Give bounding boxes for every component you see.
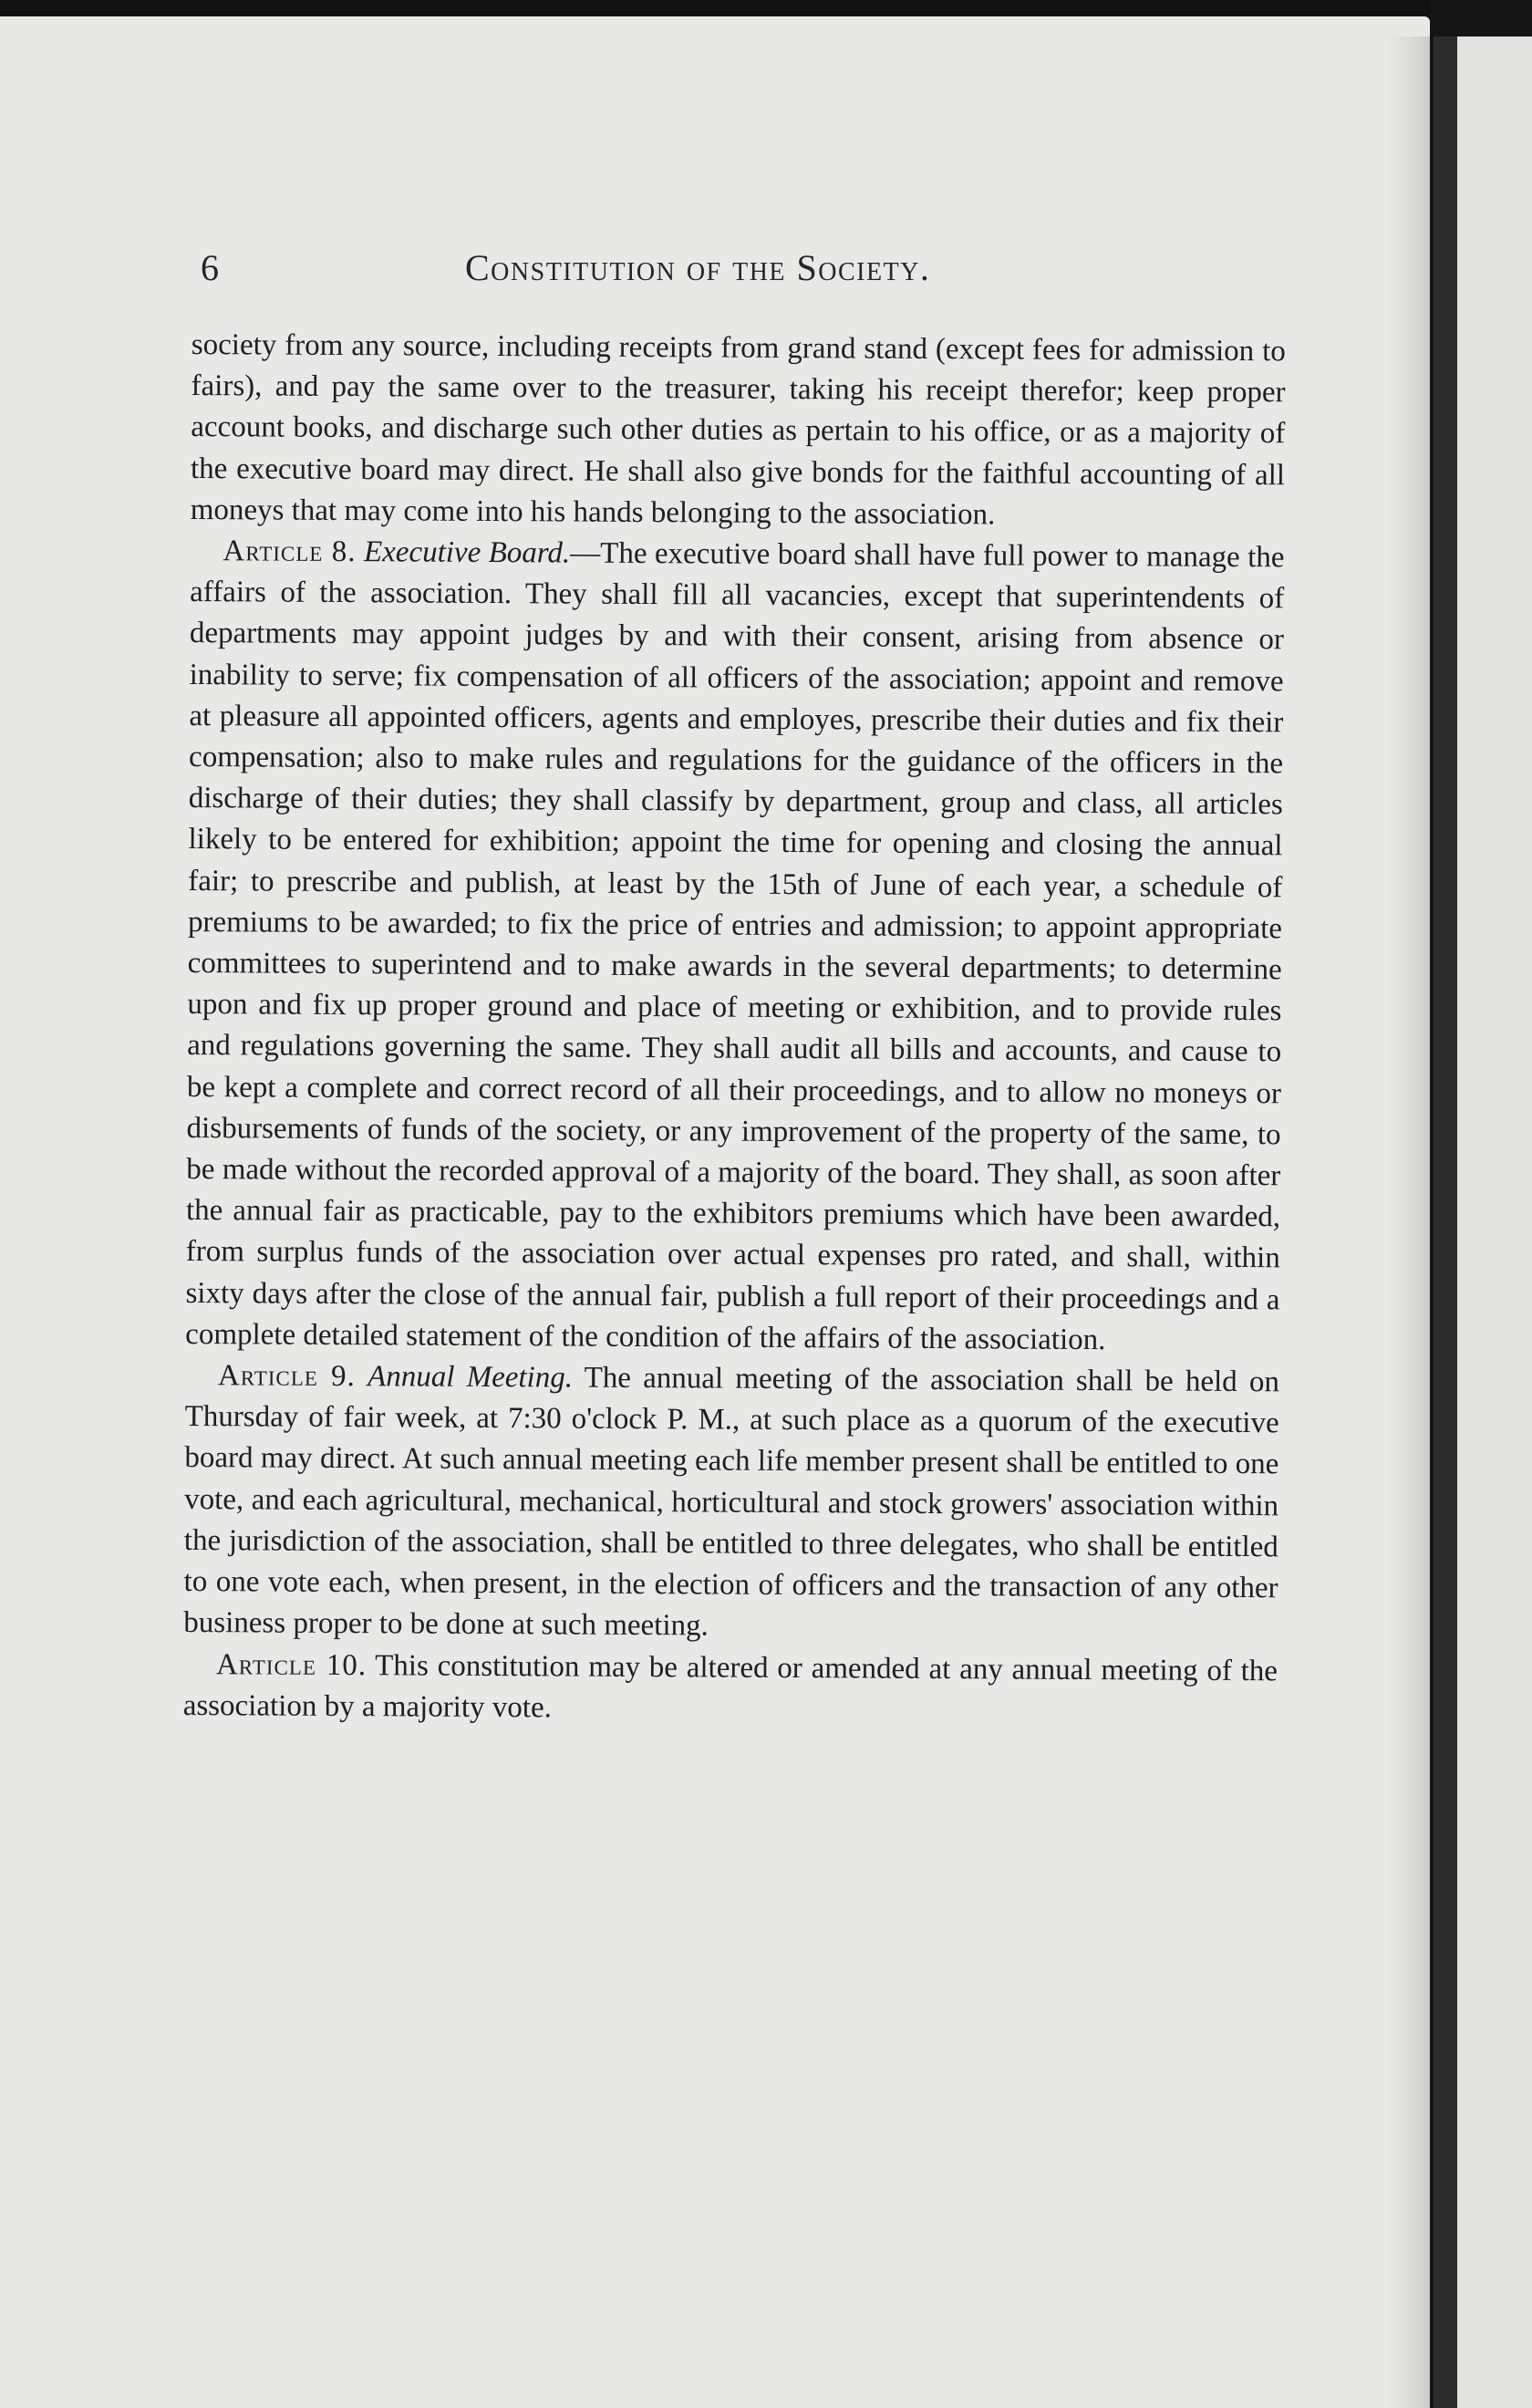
adjacent-page-edge [1457,36,1532,2408]
article-8-text: The executive board shall have full power to manage the affairs of the association. They shall fill all vacancies, except that superintendents of departments may appoint judges by and with their consent, arising from absence or inability to serve; fix compensation of all officers of the association; appoint and remove at pleasure all appointed officers, agents and employes, prescribe their duties and fix their compensation; also to make rules and regulations for the guidance of the officers in the discharge of their duties; they shall classify by department, group and class, all articles likely to be entered for exhibition; appoint the time for opening and closing the annual fair; to prescribe and publish, at least by the 15th of June of each year, a schedule of premiums to be awarded; to fix the price of entries and admission; to appoint appropriate committees to superintend and to make awards in the several departments; to determine upon and fix up proper ground and place of meeting or exhibition, and to provide rules and regulations governing the same. They shall audit all bills and accounts, and cause to be kept a complete and correct record of all their proceedings, and to allow no moneys or disbursements of funds of the society, or any improvement of the property of the same, to be made without the recorded approval of a majority of the board. They shall, as soon after the annual fair as practicable, pay to the exhibitors premiums which have been awarded, from surplus funds of the association over actual expenses pro rated, and shall, within sixty days after the close of the annual fair, publish a full report of their proceedings and a complete detailed statement of the condition of the affairs of the association. [185,536,1285,1357]
page-header [201,246,1286,301]
running-title: Constitution of the Society. [465,247,931,288]
article-9-label: Article 9. [217,1359,356,1394]
article-8-paragraph [185,531,1285,1362]
article-9-text: The annual meeting of the association shall be held on Thursday of fair week, at 7:30 o'clock P. M., at such place as a quorum of the executive board may direct. At such annual meeting each life member present shall be entitled to one vote, and each agricultural, mechanical, horticultural and stock growers' association within the jurisdiction of the association, shall be entitled to three delegates, who shall be entitled to one vote each, when present, in the election of officers and the transaction of any other business proper to be done at such meeting. [183,1361,1280,1643]
article-9-title: Annual Meeting. [367,1360,574,1395]
page-fold-shadow [1386,36,1430,2408]
article-10-text: This constitution may be altered or amended at any annual meeting of the association by a majority vote. [182,1648,1278,1725]
continued-paragraph: society from any source, including receipts from grand stand (except fees for admission to fairs), and pay the same over to the treasurer, taking his receipt therefor; keep proper account books, and discharge such other duties as pertain to his office, or as a majority of the executive board may direct. He shall also give bonds for the faithful accounting of all moneys that may come into his hands belonging to the association. [190,327,1286,532]
article-10-label: Article 10. [215,1647,367,1682]
article-8-title: Executive Board. [363,535,571,570]
article-8-dash: — [570,536,601,570]
page-number: 6 [201,247,219,288]
article-10-paragraph [183,1644,1278,1733]
article-9-paragraph [183,1355,1279,1651]
book-binding-strip [1434,36,1457,2408]
article-8-label: Article 8. [223,535,357,569]
body-text [183,325,1286,1733]
